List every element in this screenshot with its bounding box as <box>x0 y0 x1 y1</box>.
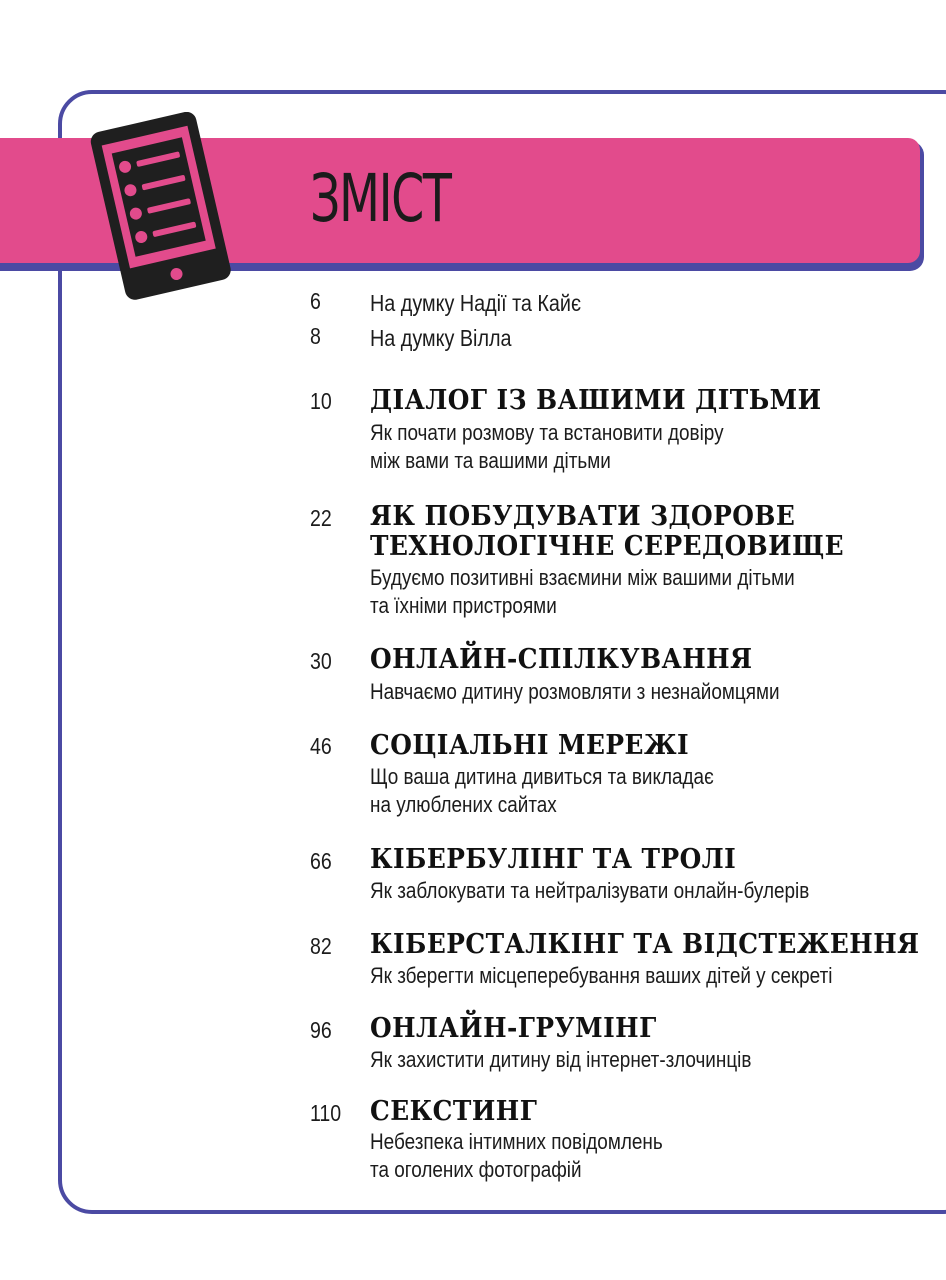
toc-entry-text: На думку Вілла <box>370 325 512 351</box>
toc-section-title: КІБЕРБУЛІНГ ТА ТРОЛІ <box>370 844 737 875</box>
toc-section-subtitle: та оголених фотографій <box>370 1157 582 1182</box>
toc-section-title: ТЕХНОЛОГІЧНЕ СЕРЕДОВИЩЕ <box>370 531 845 562</box>
toc-page-number: 66 <box>310 848 332 874</box>
toc-page-number: 110 <box>310 1100 342 1126</box>
toc-page-number: 22 <box>310 505 332 531</box>
toc-section-subtitle: Як почати розмову та встановити довіру <box>370 420 724 445</box>
toc-page-number: 10 <box>310 388 332 414</box>
toc-page-number: 46 <box>310 733 332 759</box>
toc-page-number: 96 <box>310 1017 332 1043</box>
page-title: ЗМІСТ <box>310 160 451 237</box>
toc-page-number: 82 <box>310 933 332 959</box>
toc-section-subtitle: Як зберегти місцеперебування ваших дітей у секреті <box>370 963 833 988</box>
toc-page-number: 30 <box>310 648 332 674</box>
toc-section-title: СОЦІАЛЬНІ МЕРЕЖІ <box>370 730 690 761</box>
toc-section-subtitle: Що ваша дитина дивиться та викладає <box>370 764 714 789</box>
toc-section-subtitle: Навчаємо дитину розмовляти з незнайомцями <box>370 679 780 704</box>
toc-section-title: ДІАЛОГ ІЗ ВАШИМИ ДІТЬМИ <box>370 385 822 416</box>
toc-section-subtitle: та їхніми пристроями <box>370 593 557 618</box>
toc-section-title: ОНЛАЙН-СПІЛКУВАННЯ <box>370 644 753 675</box>
toc-page-number: 8 <box>310 323 321 349</box>
toc-section-subtitle: між вами та вашими дітьми <box>370 448 611 473</box>
toc-page-number: 6 <box>310 288 321 314</box>
toc-section-subtitle: Будуємо позитивні взаємини між вашими дітьми <box>370 565 795 590</box>
toc-section-subtitle: на улюблених сайтах <box>370 792 557 817</box>
toc-section-title: КІБЕРСТАЛКІНГ ТА ВІДСТЕЖЕННЯ <box>370 929 920 960</box>
toc-entry-text: На думку Надії та Кайє <box>370 290 582 316</box>
toc-section-subtitle: Небезпека інтимних повідомлень <box>370 1129 663 1154</box>
toc-section-subtitle: Як захистити дитину від інтернет-злочинців <box>370 1047 752 1072</box>
toc-section-title: СЕКСТИНГ <box>370 1096 538 1127</box>
toc-section-title: ЯК ПОБУДУВАТИ ЗДОРОВЕ <box>370 501 796 532</box>
toc-section-title: ОНЛАЙН-ГРУМІНГ <box>370 1013 657 1044</box>
toc-section-subtitle: Як заблокувати та нейтралізувати онлайн-булерів <box>370 878 810 903</box>
